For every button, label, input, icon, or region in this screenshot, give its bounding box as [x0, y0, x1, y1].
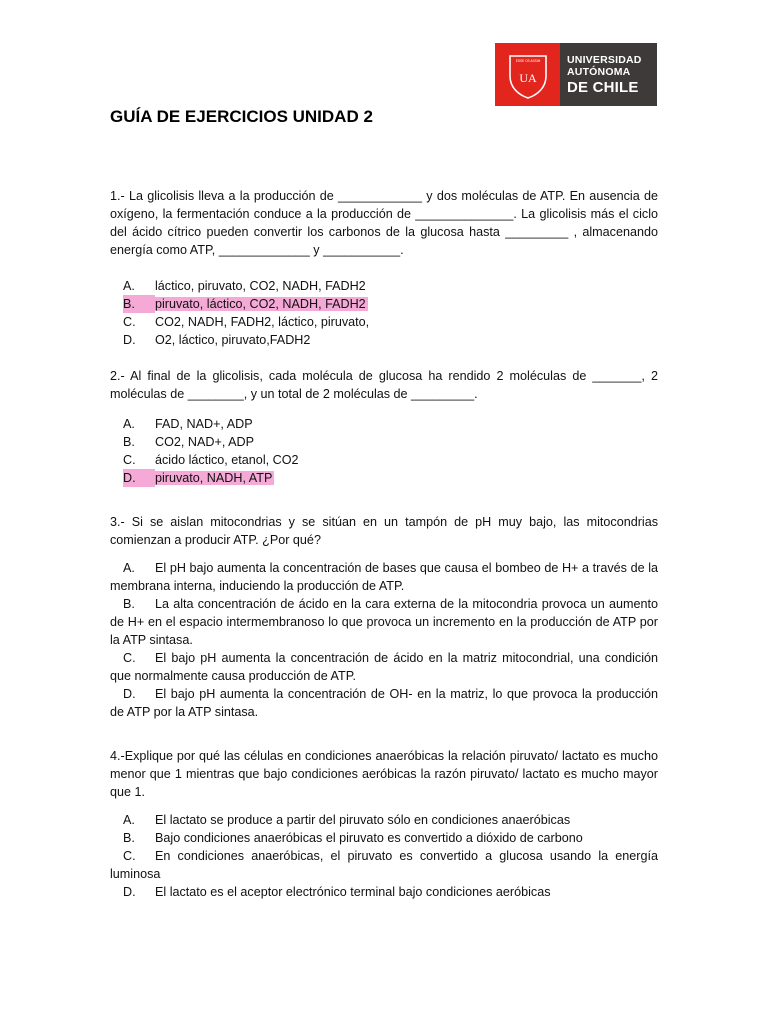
option-text-highlighted: piruvato, NADH, ATP: [155, 471, 273, 485]
q4-option-b: [110, 829, 658, 847]
option-text: Bajo condiciones anaeróbicas el piruvato es convertido a dióxido de carbono: [155, 831, 583, 845]
q1-option-b: [110, 295, 658, 313]
svg-text:ESSE OS ASSIM: ESSE OS ASSIM: [515, 58, 540, 63]
q3-option-c: [110, 649, 658, 685]
logo-emblem: [495, 43, 560, 106]
q3-option-a: [110, 559, 658, 595]
q3-option-b: [110, 595, 658, 649]
logo-line-2: AUTÓNOMA: [567, 66, 631, 78]
option-letter: B.: [123, 435, 135, 449]
option-letter: B.: [123, 295, 155, 313]
option-letter: D.: [123, 469, 155, 487]
option-letter: C.: [123, 315, 136, 329]
option-text: ácido láctico, etanol, CO2: [155, 453, 299, 467]
question-2-text: 2.- Al final de la glicolisis, cada molécula de glucosa ha rendido 2 moléculas de _______, 2 moléculas de ________, y un total de 2 moléculas de _________.: [110, 369, 658, 401]
option-letter: D.: [123, 687, 136, 701]
question-3-text: 3.- Si se aislan mitocondrias y se sitúan en un tampón de pH muy bajo, las mitocondrias comienzan a producir ATP. ¿Por qué?: [110, 515, 658, 547]
option-text: La alta concentración de ácido en la cara externa de la mitocondria provoca un aumento de H+ en el espacio intermembranoso lo que provoca un incremento en la producción de ATP por la ATP sintasa.: [110, 597, 658, 647]
svg-text:UA: UA: [518, 70, 537, 85]
question-1-options: [110, 277, 658, 349]
question-1-text: 1.- La glicolisis lleva a la producción de ____________ y dos moléculas de ATP. En ausencia de oxígeno, la fermentación conduce a la producción de ______________. La glicolisis más el ciclo del ácido cítrico pueden convertir los carbonos de la glucosa hasta _________ , almacenando energía como ATP, _____________ y ___________.: [110, 189, 658, 257]
option-letter: B.: [123, 831, 135, 845]
option-text: El lactato se produce a partir del piruvato sólo en condiciones anaeróbicas: [155, 813, 571, 827]
q2-option-d: [110, 469, 658, 487]
page-title: GUÍA DE EJERCICIOS UNIDAD 2: [110, 107, 373, 126]
q4-option-d: [110, 883, 658, 901]
option-text: El lactato es el aceptor electrónico terminal bajo condiciones aeróbicas: [155, 885, 551, 899]
option-letter: A.: [123, 279, 135, 293]
university-logo: [495, 43, 657, 106]
option-text: El bajo pH aumenta la concentración de OH- en la matriz, lo que provoca la producción de ATP por la ATP sintasa.: [110, 687, 658, 719]
option-text: CO2, NADH, FADH2, láctico, piruvato,: [155, 315, 370, 329]
option-letter: D.: [123, 885, 136, 899]
exercise-content: [110, 187, 658, 901]
option-letter: C.: [123, 849, 136, 863]
q4-option-a: [110, 811, 658, 829]
option-letter: C.: [123, 453, 136, 467]
option-letter: A.: [123, 813, 135, 827]
option-text: El bajo pH aumenta la concentración de ácido en la matriz mitocondrial, una condición que normalmente causa producción de ATP.: [110, 651, 658, 683]
option-text: El pH bajo aumenta la concentración de bases que causa el bombeo de H+ a través de la membrana interna, induciendo la producción de ATP.: [110, 561, 658, 593]
option-text: láctico, piruvato, CO2, NADH, FADH2: [155, 279, 366, 293]
logo-wordmark: [560, 43, 657, 106]
option-letter: C.: [123, 651, 136, 665]
option-letter: A.: [123, 561, 135, 575]
option-text-highlighted: piruvato, láctico, CO2, NADH, FADH2: [155, 297, 366, 311]
question-2-options: [110, 415, 658, 487]
q2-option-b: [110, 433, 658, 451]
option-letter: A.: [123, 417, 135, 431]
question-4-text: 4.-Explique por qué las células en condiciones anaeróbicas la relación piruvato/ lactato es mucho menor que 1 mientras que bajo condiciones aeróbicas la razón piruvato/ lactato es mucho mayor que 1.: [110, 749, 658, 799]
option-text: CO2, NAD+, ADP: [155, 435, 255, 449]
shield-icon: [505, 50, 551, 100]
option-letter: B.: [123, 597, 135, 611]
q1-option-d: [110, 331, 658, 349]
option-letter: D.: [123, 333, 136, 347]
q2-option-c: [110, 451, 658, 469]
q1-option-a: [110, 277, 658, 295]
option-text: O2, láctico, piruvato,FADH2: [155, 333, 311, 347]
q4-option-c: [110, 847, 658, 883]
option-text: En condiciones anaeróbicas, el piruvato es convertido a glucosa usando la energía luminosa: [110, 849, 658, 881]
q2-option-a: [110, 415, 658, 433]
option-text: FAD, NAD+, ADP: [155, 417, 253, 431]
logo-line-3: DE CHILE: [567, 78, 639, 96]
q1-option-c: [110, 313, 658, 331]
logo-line-1: UNIVERSIDAD: [567, 53, 642, 66]
q3-option-d: [110, 685, 658, 721]
